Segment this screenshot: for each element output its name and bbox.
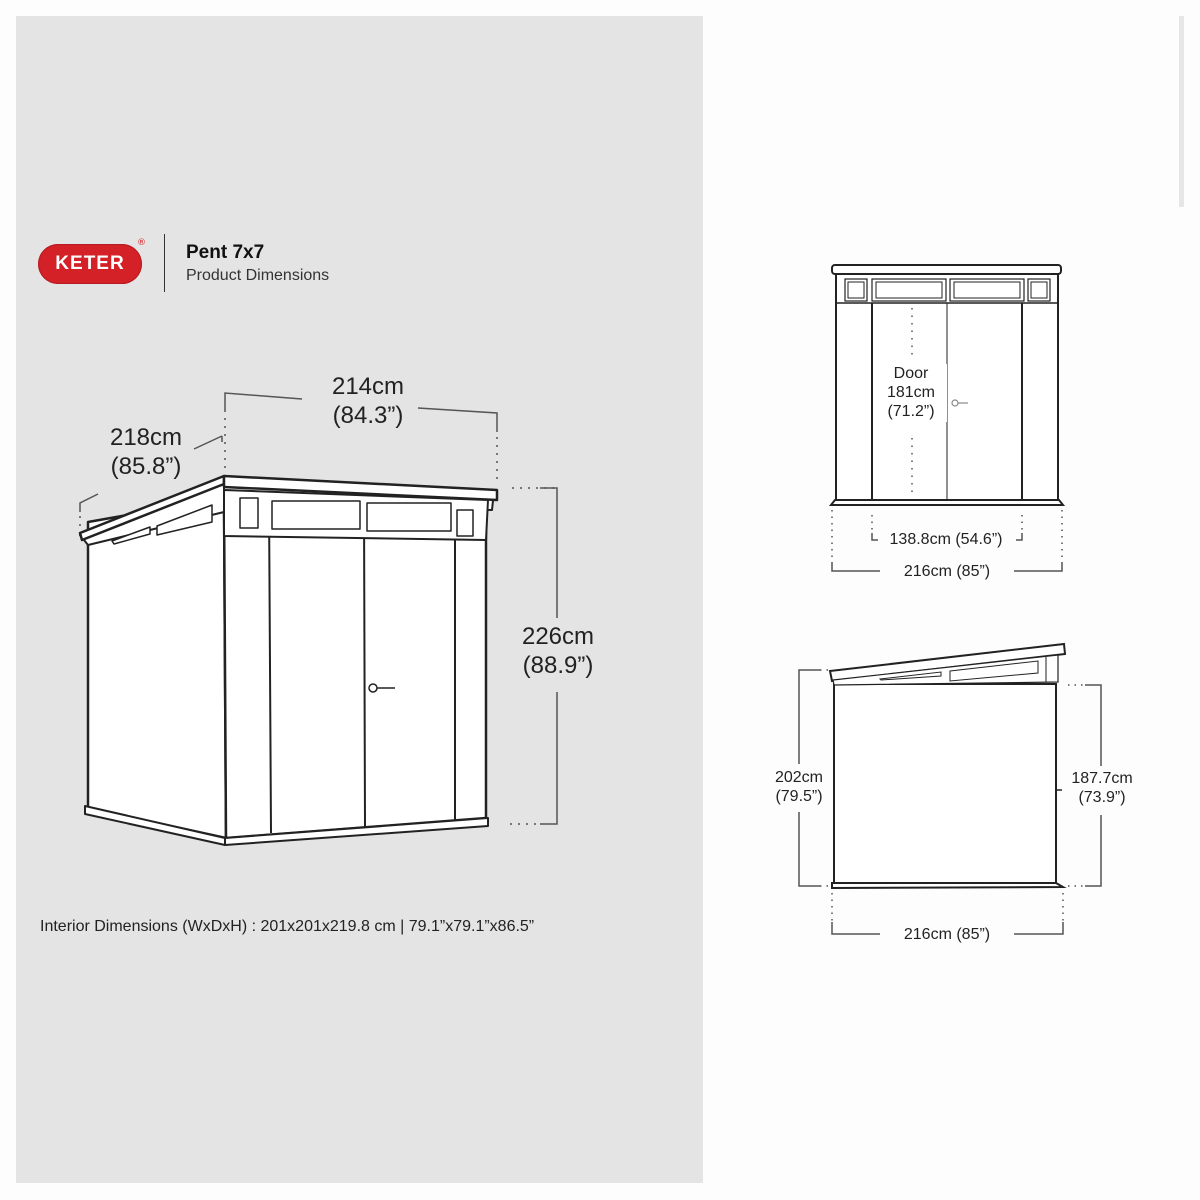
height-in: (88.9”) bbox=[522, 651, 594, 679]
perspective-shed bbox=[80, 476, 497, 845]
side-total-depth-label: 216cm (85”) bbox=[903, 926, 991, 943]
registered-mark: ® bbox=[137, 238, 146, 248]
interior-dimensions: Interior Dimensions (WxDxH) : 201x201x219.8 cm | 79.1”x79.1”x86.5” bbox=[40, 918, 535, 935]
logo-text: KETER bbox=[55, 253, 125, 274]
depth-in: (85.8”) bbox=[110, 452, 182, 480]
depth-cm: 218cm bbox=[109, 424, 183, 451]
height-dimension bbox=[508, 623, 608, 681]
side-view-shed bbox=[830, 644, 1065, 888]
product-title: Pent 7x7 bbox=[186, 242, 265, 263]
front-height-in: (79.5”) bbox=[775, 788, 823, 806]
rear-height-cm: 187.7cm bbox=[1071, 770, 1133, 787]
door-label: Door bbox=[893, 365, 929, 382]
depth-dimension bbox=[96, 424, 196, 482]
product-subtitle: Product Dimensions bbox=[186, 267, 330, 284]
width-in: (84.3”) bbox=[332, 401, 404, 429]
door-height-in: (71.2”) bbox=[887, 403, 935, 421]
height-cm: 226cm bbox=[521, 623, 595, 650]
width-dimension bbox=[318, 373, 418, 431]
side-rear-height-label bbox=[1064, 769, 1140, 807]
front-total-width-label: 216cm (85”) bbox=[903, 563, 991, 580]
front-view-shed bbox=[831, 265, 1063, 505]
door-width-label: 138.8cm (54.6”) bbox=[889, 531, 1003, 548]
door-height-cm: 181cm bbox=[886, 384, 936, 402]
width-cm: 214cm bbox=[331, 373, 405, 400]
front-height-cm: 202cm bbox=[774, 769, 824, 786]
side-front-height-label bbox=[764, 768, 834, 806]
door-height-label bbox=[875, 364, 947, 422]
rear-height-in: (73.9”) bbox=[1078, 789, 1126, 807]
